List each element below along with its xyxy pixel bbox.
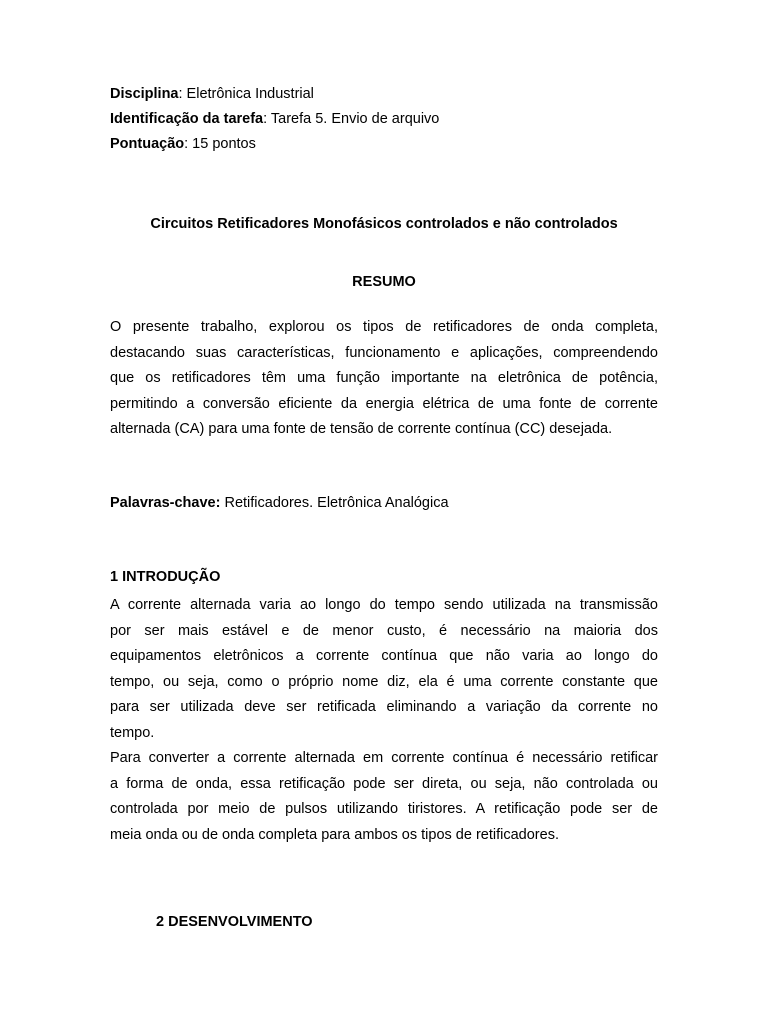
introducao-line: tempo, ou seja, como o próprio nome diz, ela é uma corrente constante que	[110, 673, 658, 690]
introducao-line: A corrente alternada varia ao longo do tempo sendo utilizada na transmissão	[110, 597, 658, 613]
resumo-line: alternada (CA) para uma fonte de tensão de corrente contínua (CC) desejada.	[110, 421, 613, 438]
keywords	[110, 494, 449, 512]
resumo-paragraph	[110, 315, 658, 443]
meta-pontuacao-value: : 15 pontos	[184, 136, 256, 152]
meta-tarefa-value: : Tarefa 5. Envio de arquivo	[263, 111, 440, 127]
meta-disciplina-value: : Eletrônica Industrial	[178, 86, 314, 102]
meta-disciplina	[110, 85, 314, 103]
meta-pontuacao-label: Pontuação	[110, 136, 185, 152]
introducao-line: tempo.	[110, 724, 155, 741]
keywords-value: Retificadores. Eletrônica Analógica	[220, 495, 449, 511]
resumo-heading: RESUMO	[352, 274, 416, 290]
section-heading-desenvolvimento: 2 DESENVOLVIMENTO	[156, 914, 313, 930]
section-heading-introducao: 1 INTRODUÇÃO	[110, 569, 221, 585]
resumo-line: que os retificadores têm uma função importante na eletrônica de potência,	[110, 370, 658, 387]
meta-tarefa-label: Identificação da tarefa	[110, 111, 264, 127]
introducao-line: equipamentos eletrônicos a corrente contínua que não varia ao longo do	[110, 648, 658, 665]
introducao-paragraph-2	[110, 746, 658, 848]
introducao-line: a forma de onda, essa retificação pode ser direta, ou seja, não controlada ou	[110, 775, 658, 792]
introducao-line: meia onda ou de onda completa para ambos os tipos de retificadores.	[110, 826, 559, 843]
introducao-paragraph-1	[110, 593, 658, 747]
resumo-line: destacando suas características, funcionamento e aplicações, compreendendo	[110, 344, 658, 361]
keywords-label: Palavras-chave:	[110, 495, 221, 511]
meta-tarefa	[110, 110, 439, 128]
introducao-line: Para converter a corrente alternada em corrente contínua é necessário retificar	[110, 750, 658, 766]
introducao-line: para ser utilizada deve ser retificada eliminando a variação da corrente no	[110, 699, 658, 716]
resumo-line: O presente trabalho, explorou os tipos de retificadores de onda completa,	[110, 319, 658, 335]
introducao-line: por ser mais estável e de menor custo, é necessário na maioria dos	[110, 622, 658, 639]
meta-pontuacao	[110, 135, 256, 153]
resumo-line: permitindo a conversão eficiente da energia elétrica de uma fonte de corrente	[110, 395, 658, 412]
introducao-line: controlada por meio de pulsos utilizando tiristores. A retificação pode ser de	[110, 801, 658, 818]
document-title: Circuitos Retificadores Monofásicos controlados e não controlados	[150, 216, 618, 232]
meta-disciplina-label: Disciplina	[110, 86, 179, 102]
